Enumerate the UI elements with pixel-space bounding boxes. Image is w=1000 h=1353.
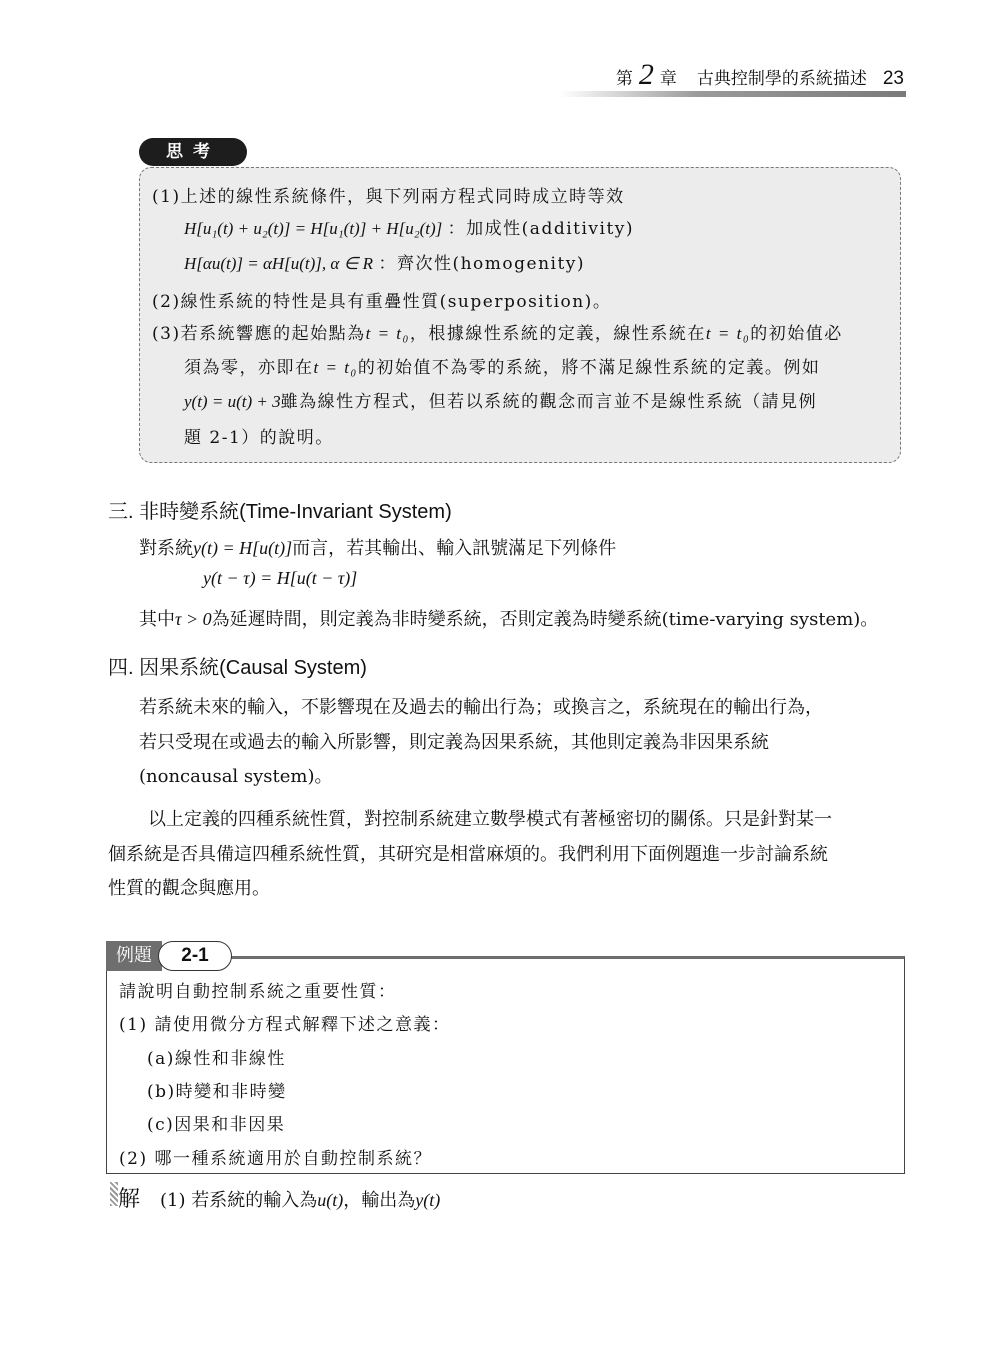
- example-item-a: (a)線性和非線性: [147, 1049, 286, 1069]
- think-tag: 思考: [139, 138, 247, 166]
- summary-line-3: 性質的觀念與應用。: [108, 878, 270, 899]
- math-inline: t = t₀: [365, 324, 410, 343]
- math-inline: y(t) = H[u(t)]: [193, 538, 293, 558]
- homogeneity-equation: H[αu(t)] = αH[u(t)], α ∈ R: [184, 254, 374, 273]
- math-inline: τ > 0: [175, 609, 212, 629]
- text-segment: 的初始值不為零的系統，將不滿足線性系統的定義。例如: [357, 358, 821, 378]
- text-segment: (3)若系統響應的起始點為: [152, 324, 366, 344]
- think-line-5: [152, 319, 843, 344]
- think-line-2: [184, 214, 634, 239]
- summary-line-1: 以上定義的四種系統性質，對控制系統建立數學模式有著極密切的關係。只是針對某一: [148, 809, 832, 830]
- text-segment: 其中: [139, 609, 175, 630]
- solution-line-1: [160, 1186, 440, 1212]
- solution-mark-text: 解: [118, 1187, 141, 1212]
- math-inline: t = t₀: [313, 358, 358, 377]
- example-item-c: (c)因果和非因果: [147, 1115, 286, 1135]
- example-tag-label: 例題: [106, 941, 162, 971]
- example-question-intro: 請說明自動控制系統之重要性質：: [119, 982, 397, 1002]
- example-item-b: (b)時變和非時變: [147, 1082, 287, 1102]
- additivity-label: ：加成性(additivity): [447, 219, 635, 239]
- chapter-prefix: 第: [615, 69, 633, 89]
- section4-line-1: 若系統未來的輸入，不影響現在及過去的輸出行為；或換言之，系統現在的輸出行為，: [139, 697, 823, 718]
- chapter-title: 古典控制學的系統描述: [696, 69, 867, 89]
- think-line-4: (2)線性系統的特性是具有重疊性質(superposition)。: [152, 292, 612, 312]
- think-box: [139, 167, 901, 463]
- section4-line-2: 若只受現在或過去的輸入所影響，則定義為因果系統，其他則定義為非因果系統: [139, 732, 769, 753]
- text-segment: 而言，若其輸出、輸入訊號滿足下列條件: [292, 538, 617, 559]
- section-heading-causal: 四. 因果系統(Causal System): [108, 657, 367, 679]
- example-question-2: (2) 哪一種系統適用於自動控制系統？: [119, 1149, 432, 1169]
- text-segment: 雖為線性方程式，但若以系統的觀念而言並不是線性系統（請見例: [280, 392, 818, 412]
- think-line-1: (1)上述的線性系統條件，與下列兩方程式同時成立時等效: [152, 187, 625, 207]
- section4-line-3: (noncausal system)。: [139, 766, 333, 787]
- chapter-number: 2: [638, 58, 654, 91]
- text-segment: 對系統: [139, 538, 193, 559]
- example-box: [106, 956, 905, 1174]
- additivity-equation: H[u₁(t) + u₂(t)] = H[u₁(t)] + H[u₂(t)]: [184, 219, 443, 238]
- section3-para-1: [139, 534, 616, 560]
- text-segment: (1) 若系統的輸入為: [160, 1190, 318, 1211]
- think-line-3: [184, 249, 585, 274]
- think-line-6: [184, 353, 820, 378]
- math-inline: u(t): [317, 1190, 344, 1210]
- time-invariance-equation: y(t − τ) = H[u(t − τ)]: [203, 568, 358, 588]
- text-segment: ，輸出為: [343, 1190, 416, 1211]
- chapter-suffix: 章: [659, 69, 677, 89]
- text-segment: 為延遲時間，則定義為非時變系統，否則定義為時變系統(time-varying system)。: [211, 609, 879, 630]
- page-number: 23: [882, 68, 904, 89]
- section-heading-time-invariant: 三. 非時變系統(Time-Invariant System): [108, 501, 452, 523]
- think-line-8: 題 2-1）的說明。: [184, 428, 334, 448]
- solution-mark: [112, 1182, 141, 1213]
- text-segment: 須為零，亦即在: [184, 358, 314, 378]
- text-segment: 的初始值必: [750, 324, 843, 344]
- homogeneity-label: ：齊次性(homogenity): [378, 254, 586, 274]
- header-rule: [560, 91, 906, 97]
- text-segment: ，根據線性系統的定義，線性系統在: [409, 324, 706, 344]
- running-header: [616, 58, 904, 92]
- math-inline: y(t): [415, 1190, 441, 1210]
- section3-para-2: [139, 605, 878, 631]
- example-tag-number: 2-1: [158, 941, 232, 971]
- math-inline: y(t) = u(t) + 3: [184, 392, 281, 411]
- math-inline: t = t₀: [705, 324, 751, 343]
- summary-line-2: 個系統是否具備這四種系統性質，其研究是相當麻煩的。我們利用下面例題進一步討論系統: [108, 844, 828, 865]
- example-question-1: (1) 請使用微分方程式解釋下述之意義：: [119, 1015, 451, 1035]
- think-line-7: [184, 387, 817, 412]
